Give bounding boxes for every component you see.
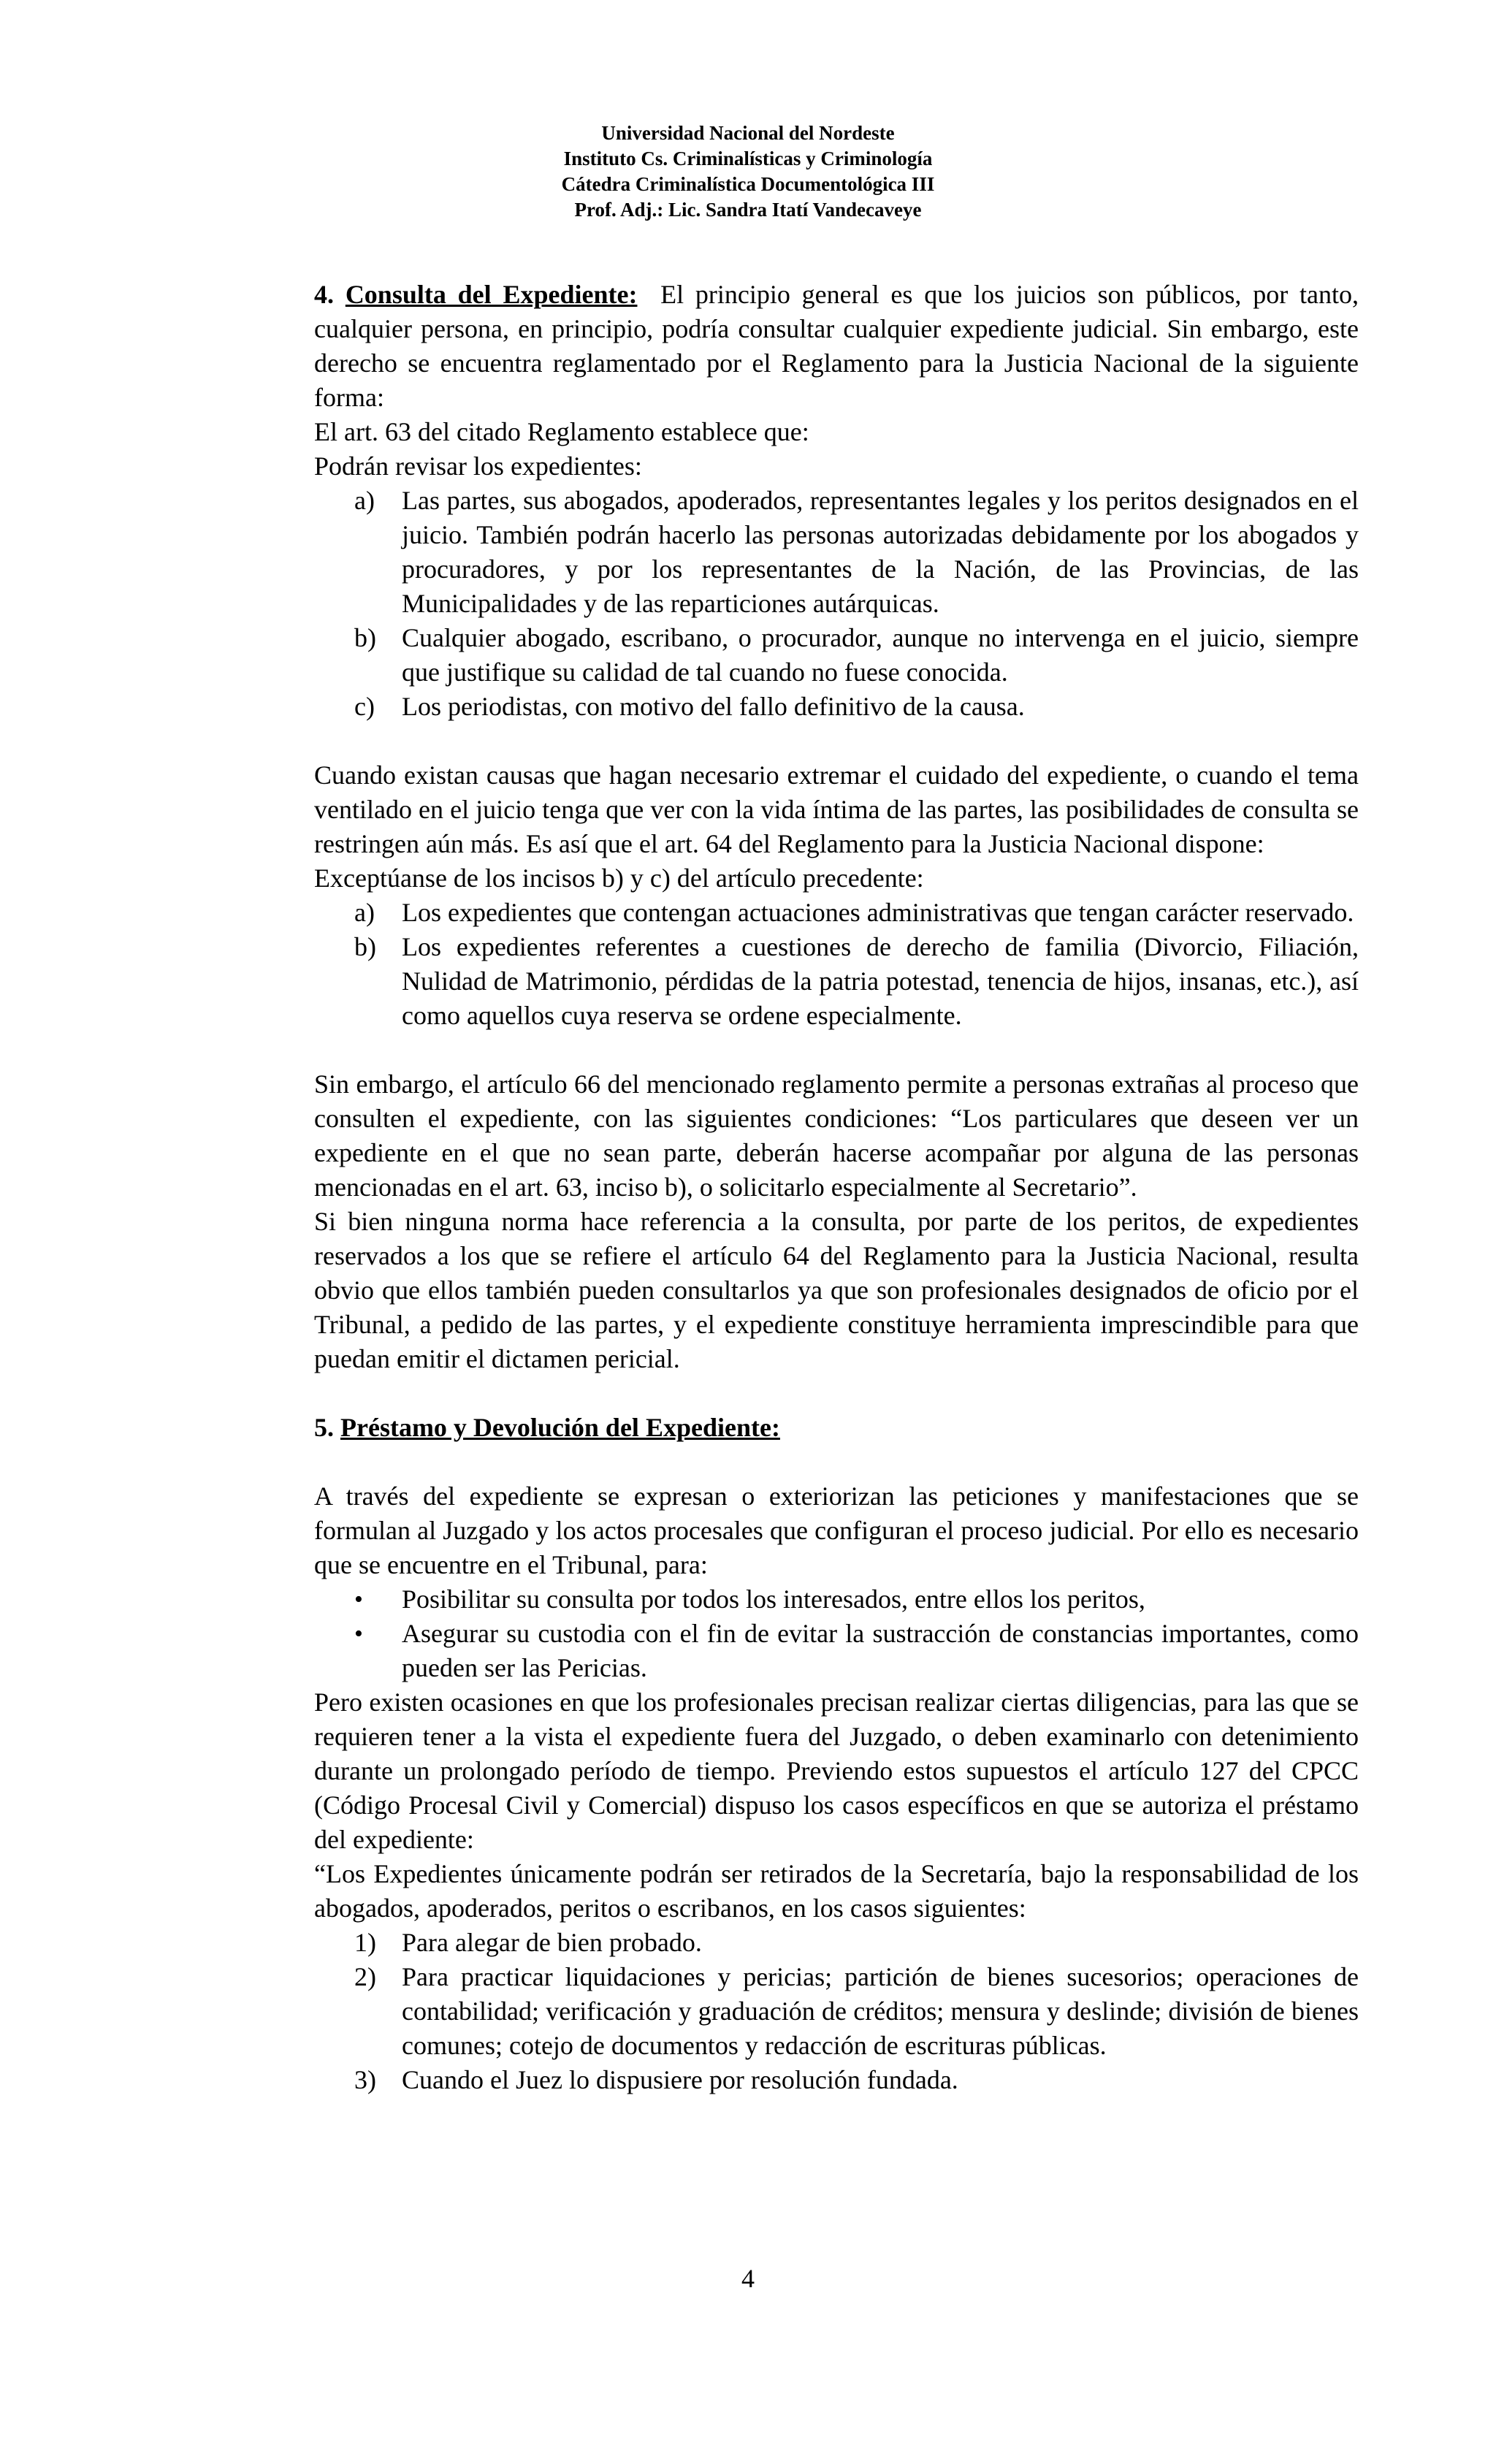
list-item <box>314 2063 1359 2097</box>
section-4-intro <box>314 278 1359 415</box>
section-4-paragraph-2: Cuando existan causas que hagan necesario extremar el cuidado del expediente, o cuando el tema ventilado en el juicio tenga que ver con la vida íntima de las partes, las posibilidades de consulta se restringen aún más. Es así que el art. 64 del Reglamento para la Justicia Nacional dispone: <box>314 760 1359 858</box>
numbered-list <box>314 1926 1359 2097</box>
podran-line: Podrán revisar los expedientes: <box>314 451 642 481</box>
list-item-text: Cuando el Juez lo dispusiere por resolución fundada. <box>402 2065 958 2094</box>
header-university: Universidad Nacional del Nordeste <box>601 122 895 144</box>
list-marker: 2) <box>354 1962 376 1991</box>
bullet-icon: • <box>354 1620 363 1647</box>
list-item-text: Los periodistas, con motivo del fallo definitivo de la causa. <box>402 692 1025 721</box>
exceptions-list <box>314 896 1359 1033</box>
art63-line: El art. 63 del citado Reglamento establece que: <box>314 417 809 446</box>
list-item-text: Para alegar de bien probado. <box>402 1928 702 1957</box>
list-marker: c) <box>354 692 375 721</box>
bullet-list <box>314 1582 1359 1685</box>
section-5-intro: A través del expediente se expresan o exteriorizan las peticiones y manifestaciones que se formulan al Juzgado y los actos procesales que configuran el proceso judicial. Por ello es necesario que se encuentre en el Tribunal, para: <box>314 1481 1359 1579</box>
list-item <box>314 1617 1359 1685</box>
list-item-text: Las partes, sus abogados, apoderados, representantes legales y los peritos designados en el juicio. También podrán hacerlo las personas autorizadas debidamente por los abogados y procuradores, y por los representantes de la Nación, de las Provincias, de las Municipalidades y de las reparticiones autárquicas. <box>402 486 1359 618</box>
revisar-list <box>314 484 1359 724</box>
section-5-heading <box>314 1411 1359 1445</box>
list-marker: 1) <box>354 1928 376 1957</box>
section-4-number: 4. <box>314 280 334 309</box>
section-5-title: Préstamo y Devolución del Expediente: <box>340 1413 780 1442</box>
bullet-icon: • <box>354 1586 363 1613</box>
list-marker: a) <box>354 898 375 927</box>
list-item <box>314 1582 1359 1617</box>
list-marker: b) <box>354 932 376 961</box>
section-5-paragraph-2: Pero existen ocasiones en que los profesionales precisan realizar ciertas diligencias, para las que se requieren tener a la vista el expediente fuera del Juzgado, o deben examinarlo con detenimiento durante un prolongado período de tiempo. Previendo estos supuestos el artículo 127 del CPCC (Código Procesal Civil y Comercial) dispuso los casos específicos en que se autoriza el préstamo del expediente: <box>314 1687 1359 1854</box>
list-item <box>314 896 1359 930</box>
list-marker: b) <box>354 623 376 652</box>
list-item-text: Posibilitar su consulta por todos los interesados, entre ellos los peritos, <box>402 1584 1145 1614</box>
document-body <box>314 278 1359 2097</box>
section-5-number: 5. <box>314 1413 334 1442</box>
list-item-text: Para practicar liquidaciones y pericias; partición de bienes sucesorios; operaciones de contabilidad; verificación y graduación de créditos; mensura y deslinde; división de bienes comunes; cotejo de documentos y redacción de escrituras públicas. <box>402 1962 1359 2060</box>
header-institute: Instituto Cs. Criminalísticas y Criminología <box>563 148 933 169</box>
list-item-text: Asegurar su custodia con el fin de evitar la sustracción de constancias importantes, como pueden ser las Pericias. <box>402 1619 1359 1682</box>
header-chair: Cátedra Criminalística Documentológica III <box>561 173 935 195</box>
section-4-paragraph-4: Si bien ninguna norma hace referencia a la consulta, por parte de los peritos, de expedientes reservados a los que se refiere el artículo 64 del Reglamento para la Justicia Nacional, resulta obvio que ellos también pueden consultarlos ya que son profesionales designados de oficio por el Tribunal, a pedido de las partes, y el expediente constituye herramienta imprescindible para que puedan emitir el dictamen pericial. <box>314 1207 1359 1373</box>
header-professor: Prof. Adj.: Lic. Sandra Itatí Vandecaveye <box>574 199 922 221</box>
list-item-text: Los expedientes referentes a cuestiones de derecho de familia (Divorcio, Filiación, Nulidad de Matrimonio, pérdidas de la patria potestad, tenencia de hijos, insanas, etc.), así como aquellos cuya reserva se ordene especialmente. <box>402 932 1359 1030</box>
list-item <box>314 621 1359 690</box>
list-marker: a) <box>354 486 375 515</box>
section-5-quote: “Los Expedientes únicamente podrán ser retirados de la Secretaría, bajo la responsabilidad de los abogados, apoderados, peritos o escribanos, en los casos siguientes: <box>314 1859 1359 1923</box>
list-item <box>314 1960 1359 2063</box>
list-item-text: Cualquier abogado, escribano, o procurador, aunque no intervenga en el juicio, siempre que justifique su calidad de tal cuando no fuese conocida. <box>402 623 1359 687</box>
list-item <box>314 930 1359 1033</box>
exceptuanse-line: Exceptúanse de los incisos b) y c) del artículo precedente: <box>314 863 924 893</box>
section-4-intro-text: El principio general es que los juicios son públicos, por tanto, cualquier persona, en principio, podría consultar cualquier expediente judicial. Sin embargo, este derecho se encuentra reglamentado por el Reglamento para la Justicia Nacional de la siguiente forma: <box>314 280 1359 412</box>
list-item <box>314 1926 1359 1960</box>
section-4-title: Consulta del Expediente: <box>345 280 638 309</box>
document-header <box>0 121 1496 223</box>
list-item <box>314 690 1359 724</box>
list-item-text: Los expedientes que contengan actuaciones administrativas que tengan carácter reservado. <box>402 898 1354 927</box>
page-number: 4 <box>741 2264 755 2293</box>
section-4-paragraph-3: Sin embargo, el artículo 66 del mencionado reglamento permite a personas extrañas al proceso que consulten el expediente, con las siguientes condiciones: “Los particulares que deseen ver un expediente en el que no sean parte, deberán hacerse acompañar por alguna de las personas mencionadas en el art. 63, inciso b), o solicitarlo especialmente al Secretario”. <box>314 1069 1359 1202</box>
list-marker: 3) <box>354 2065 376 2094</box>
list-item <box>314 484 1359 621</box>
